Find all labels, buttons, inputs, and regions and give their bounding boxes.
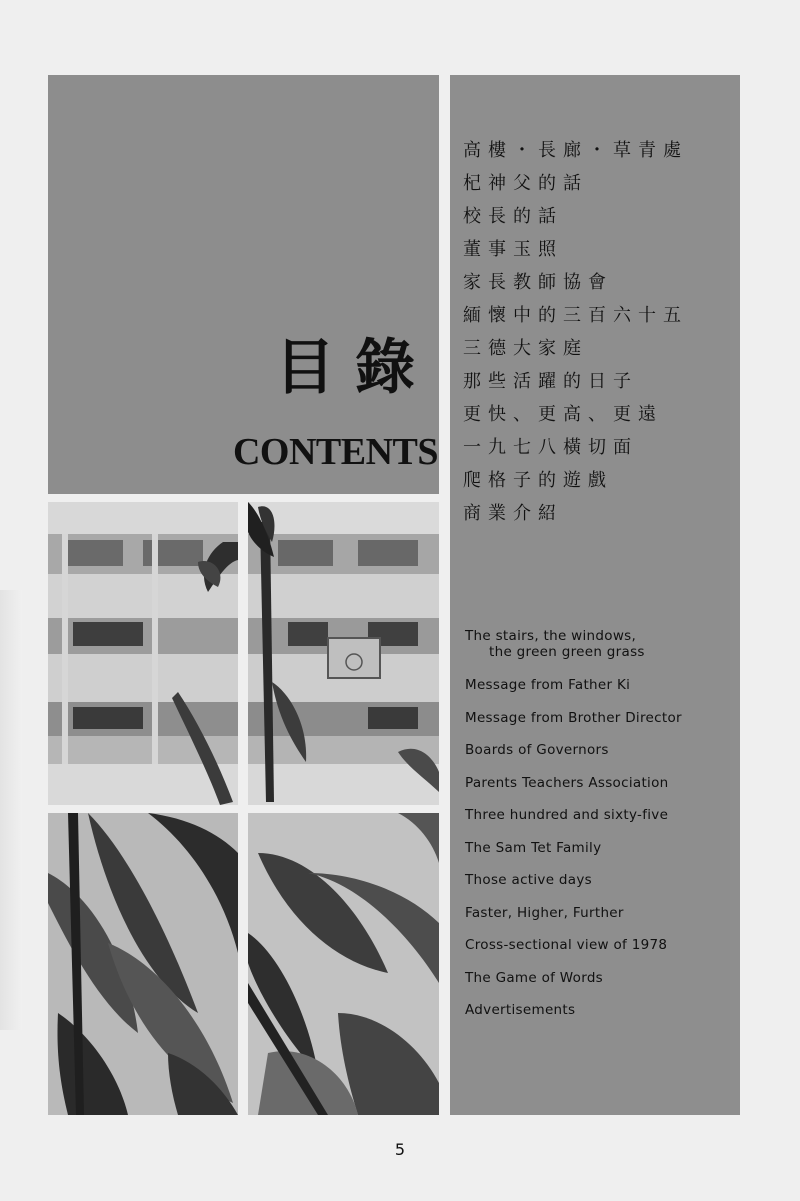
contents-entry-english[interactable] xyxy=(465,628,682,677)
contents-entry-english[interactable]: Boards of Governors xyxy=(465,742,609,758)
photo-building-left xyxy=(48,502,238,805)
contents-entry-chinese[interactable]: 商業介紹 xyxy=(463,503,563,524)
title-english: CONTENTS xyxy=(232,431,438,473)
title-chinese: 目錄 xyxy=(275,333,435,403)
contents-entry-english[interactable]: The Game of Words xyxy=(465,969,604,986)
contents-entry-english[interactable]: The Sam Tet Family xyxy=(465,839,602,856)
contents-entry-line: The stairs, the windows, xyxy=(465,628,637,644)
contents-entry-chinese[interactable]: 董事玉照 xyxy=(463,239,563,260)
contents-entry-english[interactable]: Three hundred and sixty-five xyxy=(465,807,669,823)
contents-entry-chinese[interactable]: 更快、更高、更遠 xyxy=(463,404,663,425)
contents-entry-english[interactable]: Those active days xyxy=(465,872,592,888)
contents-list-chinese xyxy=(463,138,688,534)
contents-entry-chinese[interactable]: 高樓・長廊・草青處 xyxy=(463,140,688,161)
contents-entry-english[interactable]: Faster, Higher, Further xyxy=(465,904,624,921)
contents-entry-chinese[interactable]: 爬格子的遊戲 xyxy=(463,470,613,491)
contents-entry-chinese[interactable]: 三德大家庭 xyxy=(463,338,588,359)
contents-entry-chinese[interactable]: 杞神父的話 xyxy=(463,173,588,194)
contents-entry-english[interactable]: Message from Father Ki xyxy=(465,677,631,693)
photo-canna-leaves-right xyxy=(248,813,439,1115)
contents-entry-english[interactable]: Cross-sectional view of 1978 xyxy=(465,937,668,953)
contents-entry-line-continued: the green green grass xyxy=(489,644,645,660)
contents-list-english xyxy=(465,628,682,1035)
photo-building-right xyxy=(248,502,439,805)
contents-entry-english[interactable]: Parents Teachers Association xyxy=(465,774,669,791)
contents-entry-english[interactable]: Advertisements xyxy=(465,1002,576,1018)
contents-entry-chinese[interactable]: 家長教師協會 xyxy=(463,272,613,293)
contents-entry-chinese[interactable]: 緬懷中的三百六十五 xyxy=(463,305,688,326)
page-margin-shadow xyxy=(0,590,22,1030)
contents-entry-chinese[interactable]: 校長的話 xyxy=(463,206,563,227)
contents-entry-english[interactable]: Message from Brother Director xyxy=(465,709,682,726)
page-number: 5 xyxy=(394,1140,406,1159)
contents-entry-chinese[interactable]: 一九七八橫切面 xyxy=(463,437,638,458)
contents-entry-chinese[interactable]: 那些活躍的日子 xyxy=(463,371,638,392)
photo-canna-leaves-left xyxy=(48,813,238,1115)
